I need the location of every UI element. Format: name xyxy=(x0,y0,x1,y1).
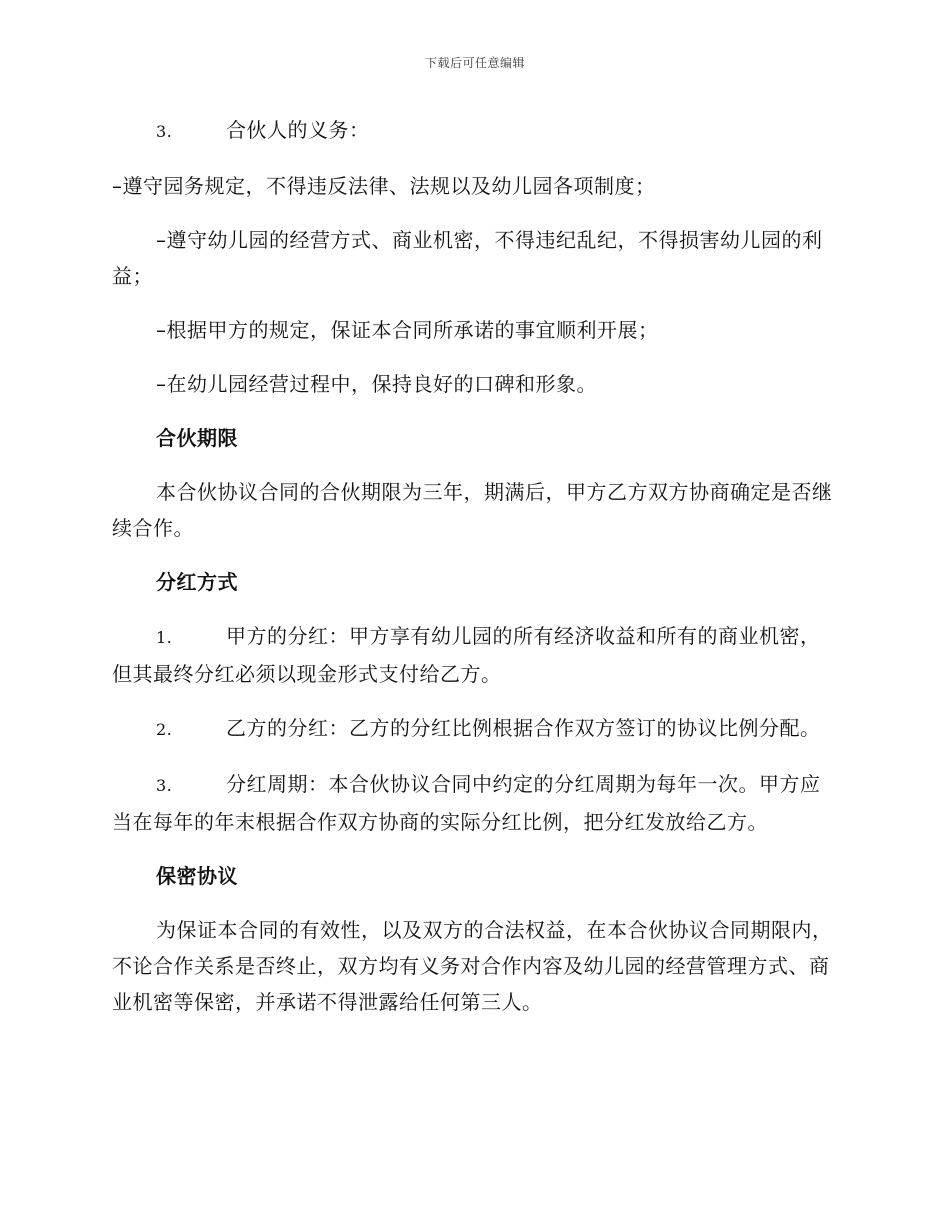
dividend-item xyxy=(112,618,837,692)
dividend-item xyxy=(112,710,837,748)
page-header: 下载后可任意编辑 xyxy=(424,56,525,70)
confidentiality-heading: 保密协议 xyxy=(156,864,238,888)
term-heading: 合伙期限 xyxy=(156,426,238,450)
dividend-item-text: 甲方的分红：甲方享有幼儿园的所有经济收益和所有的商业机密，但其最终分红必须以现金形式支付给乙方。 xyxy=(112,624,821,686)
obligation-item: –遵守幼儿园的经营方式、商业机密，不得违纪乱纪，不得损害幼儿园的利益； xyxy=(112,228,823,288)
term-paragraph: 本合伙协议合同的合伙期限为三年，期满后，甲方乙方双方协商确定是否继续合作。 xyxy=(112,480,833,540)
list-number: 3. xyxy=(156,122,173,141)
obligation-item: –根据甲方的规定，保证本合同所承诺的事宜顺利开展； xyxy=(156,318,659,342)
list-number: 1. xyxy=(156,628,173,647)
dividend-heading: 分红方式 xyxy=(156,570,238,594)
dividend-item-text: 分红周期：本合伙协议合同中约定的分红周期为每年一次。甲方应当在每年的年末根据合作双方协商的实际分红比例，把分红发放给乙方。 xyxy=(112,772,821,834)
obligations-title-text: 合伙人的义务： xyxy=(226,118,370,142)
obligation-item: –在幼儿园经营过程中，保持良好的口碑和形象。 xyxy=(156,372,597,396)
obligation-item: –遵守园务规定，不得违反法律、法规以及幼儿园各项制度； xyxy=(112,174,656,198)
list-number: 2. xyxy=(156,720,173,739)
confidentiality-paragraph: 为保证本合同的有效性，以及双方的合法权益，在本合伙协议合同期限内，不论合作关系是否终止，双方均有义务对合作内容及幼儿园的经营管理方式、商业机密等保密，并承诺不得泄露给任何第三人。 xyxy=(112,918,833,1014)
dividend-item-text: 乙方的分红：乙方的分红比例根据合作双方签订的协议比例分配。 xyxy=(226,716,821,740)
dividend-item xyxy=(112,766,837,840)
document-body xyxy=(112,112,837,1038)
list-number: 3. xyxy=(156,776,173,795)
obligations-title xyxy=(112,112,837,150)
